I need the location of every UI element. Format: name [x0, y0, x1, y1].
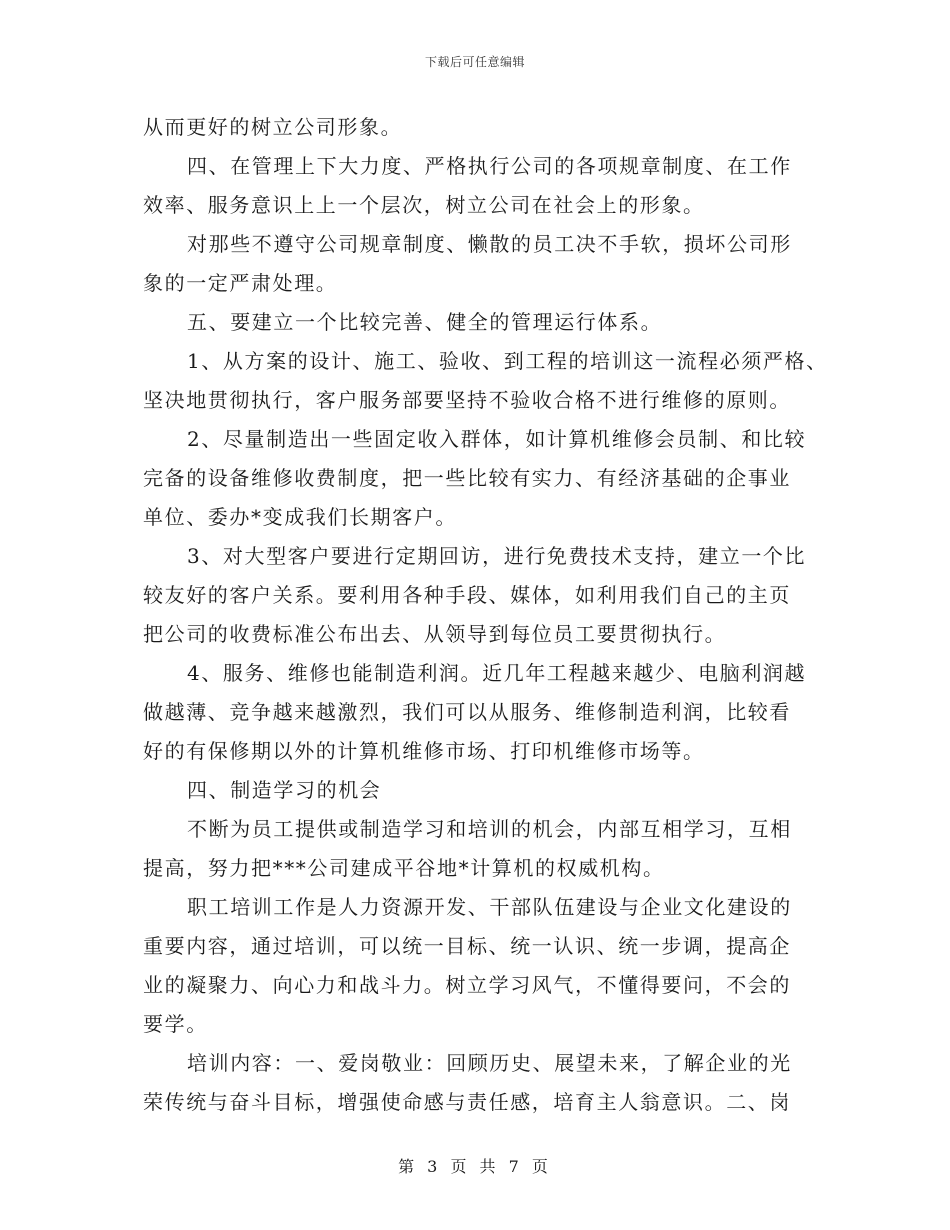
text-line: 4、服务、维修也能制造利润。近几年工程越来越少、电脑利润越: [187, 661, 807, 685]
text-line: 把公司的收费标准公布出去、从领导到每位员工要贯彻执行。: [143, 622, 727, 646]
text-line: 坚决地贯彻执行，客户服务部要坚持不验收合格不进行维修的原则。: [143, 388, 791, 412]
text-line: 从而更好的树立公司形象。: [143, 115, 403, 139]
text-line: 五、要建立一个比较完善、健全的管理运行体系。: [187, 310, 663, 334]
text-line: 做越薄、竞争越来越激烈，我们可以从服务、维修制造利润，比较看: [143, 700, 791, 724]
text-line: 完备的设备维修收费制度，把一些比较有实力、有经济基础的企事业: [143, 466, 791, 490]
text-line: 不断为员工提供或制造学习和培训的机会，内部互相学习，互相: [187, 817, 792, 841]
body-text: [143, 108, 828, 1122]
text-line: 业的凝聚力、向心力和战斗力。树立学习风气，不懂得要问，不会的: [143, 973, 791, 997]
page-footer: 第 3 页 共 7 页: [398, 1157, 552, 1176]
text-line: 荣传统与奋斗目标，增强使命感与责任感，培育主人翁意识。二、岗: [143, 1090, 791, 1114]
text-line: 要学。: [143, 1012, 208, 1036]
text-line: 效率、服务意识上上一个层次，树立公司在社会上的形象。: [143, 193, 705, 217]
text-line: 象的一定严肃处理。: [143, 271, 338, 295]
text-line: 1、从方案的设计、施工、验收、到工程的培训这一流程必须严格、: [187, 349, 828, 373]
text-line: 较友好的客户关系。要利用各种手段、媒体，如利用我们自己的主页: [143, 583, 791, 607]
text-line: 职工培训工作是人力资源开发、干部队伍建设与企业文化建设的: [187, 895, 792, 919]
text-line: 2、尽量制造出一些固定收入群体，如计算机维修会员制、和比较: [187, 427, 807, 451]
text-line: 提高，努力把***公司建成平谷地*计算机的权威机构。: [143, 856, 665, 880]
text-line: 对那些不遵守公司规章制度、懒散的员工决不手软，损坏公司形: [187, 232, 792, 256]
text-line: 好的有保修期以外的计算机维修市场、打印机维修市场等。: [143, 739, 705, 763]
text-line: 四、制造学习的机会: [187, 778, 382, 802]
text-line: 3、对大型客户要进行定期回访，进行免费技术支持，建立一个比: [187, 544, 807, 568]
text-line: 重要内容，通过培训，可以统一目标、统一认识、统一步调，提高企: [143, 934, 791, 958]
text-line: 培训内容：一、爱岗敬业：回顾历史、展望未来，了解企业的光: [187, 1051, 792, 1075]
text-line: 四、在管理上下大力度、严格执行公司的各项规章制度、在工作: [187, 154, 792, 178]
text-line: 单位、委办*变成我们长期客户。: [143, 505, 457, 529]
page-header: 下载后可任意编辑: [424, 55, 525, 69]
